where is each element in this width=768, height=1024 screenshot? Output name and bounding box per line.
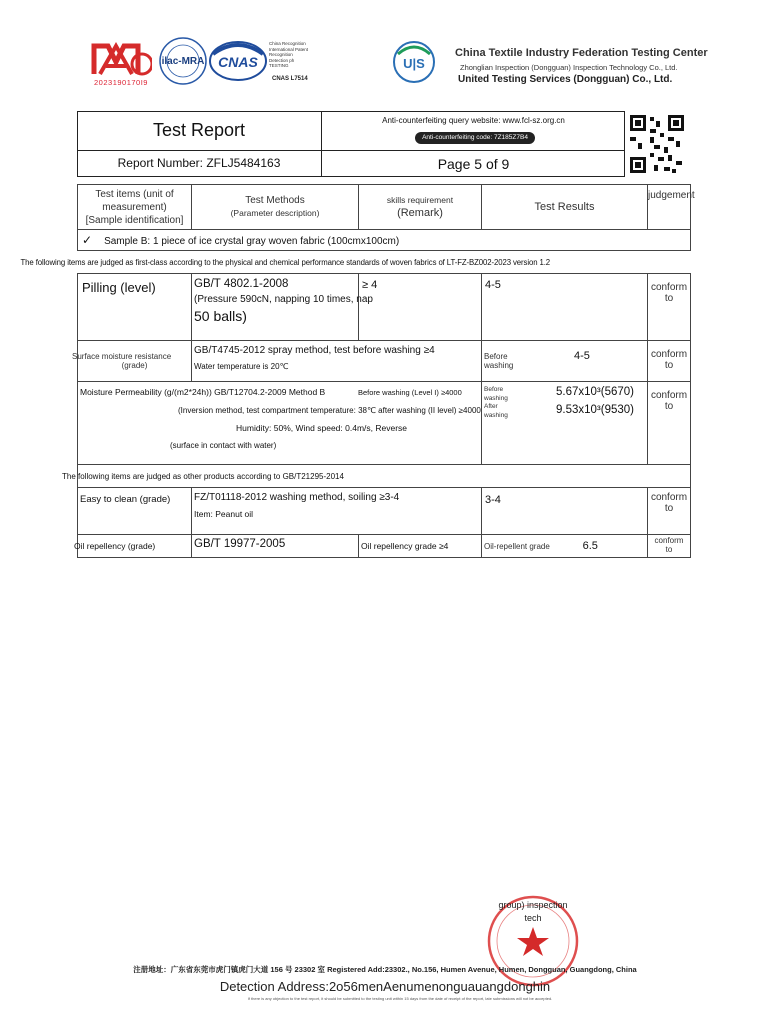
easy-clean-method-text: FZ/T01118-2012 washing method, soiling ≥3-4 (194, 492, 400, 503)
cnas-note (269, 41, 329, 69)
note-row (78, 251, 691, 274)
header-methods (192, 185, 359, 230)
moisture-washing-label: washing (484, 361, 514, 370)
cnas-logo-icon (209, 40, 267, 82)
permeability-item-text: Moisture Permeability (g/(m2*24h)) GB/T12704.2-2009 Method B (80, 387, 326, 397)
note-cell (62, 465, 691, 488)
cma-code: 2023190170I9 (94, 78, 148, 87)
sample-row (78, 230, 691, 251)
header-judgement: judgement (648, 185, 691, 230)
moisture-method (192, 341, 482, 382)
sample-description: Sample B: 1 piece of ice crystal gray woven fabric (100cmx100cm) (104, 236, 400, 247)
cnas-code: CNAS L7514 (272, 76, 308, 82)
cnas-label: CNAS (218, 54, 258, 70)
moisture-item-line2: (grade) (121, 361, 148, 370)
easy-clean-judgement-line1: conform (650, 492, 688, 503)
check-icon: ✓ (82, 233, 93, 247)
header-items-line2: [Sample identification] (85, 214, 184, 226)
page-number: Page 5 of 9 (437, 156, 510, 172)
pilling-method (192, 274, 373, 341)
moisture-result (482, 341, 648, 382)
registered-address: 注册地址：广东省东莞市虎门镇虎门大道 156 号 23302 室 Registered Add:23302., No.156, Humen Avenue, Humen, Dongguan, Guangdong, China (133, 965, 637, 974)
pilling-requirement: ≥ 4 (359, 274, 482, 341)
pilling-judgement: conform to (648, 274, 691, 341)
perm-before-label: Before (484, 386, 504, 393)
easy-clean-judgement (648, 488, 691, 535)
header-items-line1: Test items (unit of measurement) (95, 188, 174, 213)
oil-result-label: Oil-repellent grade (484, 542, 550, 551)
permeability-line2: (Inversion method, test compartment temperature: 38℃ after washing (II level) ≥4000 (178, 406, 481, 415)
cnas-note-line: China Recognition (269, 41, 306, 46)
perm-washing-label: washing (484, 411, 508, 419)
table-header-row (78, 185, 691, 230)
table-row (78, 488, 691, 535)
perm-after-label: After (484, 403, 498, 410)
header-requirement (359, 185, 482, 230)
oil-requirement: Oil repellency grade ≥4 (359, 535, 482, 558)
permeability-judgement: conform to (648, 382, 691, 465)
perm-washing-label: washing (484, 394, 508, 402)
cnas-note-line: Detection ph (269, 57, 295, 63)
ilac-mra-logo-icon (158, 36, 208, 86)
seal-text-line1: group) inspection (498, 900, 568, 910)
test-results-table (20, 184, 695, 558)
permeability-line4: (surface in contact with water) (170, 441, 277, 450)
oil-judgement (648, 535, 691, 558)
pilling-result: 4-5 (482, 274, 648, 341)
org-name-line2: Zhonglian Inspection (Dongguan) Inspection Technology Co., Ltd. (460, 63, 678, 72)
org-name-line1: China Textile Industry Federation Testing Center (455, 47, 708, 59)
easy-clean-item: Easy to clean (grade) (78, 488, 192, 535)
qr-code-icon (628, 113, 686, 175)
easy-clean-judgement-line2: to (664, 503, 674, 514)
header-results: Test Results (482, 185, 648, 230)
cnas-note-line: International Patent (269, 46, 309, 52)
note-row (78, 465, 691, 488)
header-req-line1: skills requirement (386, 195, 454, 205)
oil-result (482, 535, 648, 558)
anti-counterfeit-query: Anti-counterfeiting query website: www.fcl-sz.org.cn (382, 116, 565, 125)
report-number: Report Number: ZFLJ5484163 (117, 156, 281, 170)
pilling-method-line1: GB/T 4802.1-2008 (194, 278, 289, 290)
seal-text-line2: tech (524, 913, 542, 923)
uts-logo-icon (392, 40, 436, 92)
pilling-item: Pilling (level) (78, 274, 192, 341)
uts-label: U|S (403, 56, 425, 71)
pilling-method-line3: 50 balls) (194, 308, 247, 324)
header-items (78, 185, 192, 230)
anti-counterfeit-code: Anti-counterfeiting code: 7Z185Z7B4 (415, 132, 535, 144)
moisture-before-label: Before (484, 352, 508, 361)
seal-text (497, 899, 569, 925)
note-cell (20, 251, 691, 274)
detection-address: Detection Address:2o56menAenumenonguauangdonghin (219, 979, 551, 994)
moisture-item (72, 341, 192, 382)
pilling-method-line2: (Pressure 590cN, napping 10 times, nap (194, 294, 373, 305)
title-box-divider (77, 150, 625, 151)
oil-result-value: 6.5 (582, 540, 598, 552)
org-name-line3: United Testing Services (Dongguan) Co., Ltd. (458, 74, 673, 85)
note-other: The following items are judged as other products according to GB/T21295-2014 (62, 471, 344, 481)
header-req-line2: (Remark) (397, 207, 443, 219)
permeability-result1: 5.67x10³(5670) (556, 386, 634, 398)
permeability-result2: 9.53x10³(9530) (556, 404, 634, 416)
note-first-class: The following items are judged as first-class according to the physical and chemical performance standards of woven fabrics of LT-FZ-BZ002-2023 version 1.2 (20, 257, 551, 267)
oil-judgement-line1: conform (654, 536, 684, 545)
moisture-item-line1: Surface moisture resistance (72, 352, 172, 361)
moisture-judgement: conform to (648, 341, 691, 382)
oil-judgement-line2: to (665, 545, 673, 554)
cnas-note-line: Recognition (269, 52, 293, 57)
permeability-result (482, 382, 648, 465)
oil-item (74, 535, 192, 558)
moisture-water-temp: Water temperature is 20℃ (194, 362, 289, 371)
ilac-label: ilac-MRA (161, 56, 205, 67)
moisture-method-text: GB/T4745-2012 spray method, test before washing ≥4 (194, 345, 435, 356)
oil-method: GB/T 19977-2005 (192, 535, 359, 558)
header-methods-line2: (Parameter description) (230, 208, 320, 218)
permeability-item (78, 382, 482, 465)
table-row (78, 535, 691, 558)
table-row (78, 274, 691, 341)
cnas-note-line: TESTING (269, 63, 289, 68)
easy-clean-result: 3-4 (482, 488, 648, 535)
easy-clean-item-detail: Item: Peanut oil (194, 509, 254, 519)
sample-cell (78, 230, 691, 251)
table-row (78, 341, 691, 382)
table-row (78, 382, 691, 465)
oil-item-text: Oil repellency (grade) (74, 541, 156, 551)
report-title: Test Report (152, 120, 246, 140)
easy-clean-method (192, 488, 482, 535)
fine-print: If there is any objection to the test report, it should be submitted to the testing unit within 15 days from the date of receipt of the report, late submissions will not be accepted. (247, 996, 553, 1001)
permeability-req-before: Before washing (Level I) ≥4000 (358, 388, 462, 397)
header-methods-line1: Test Methods (245, 195, 305, 206)
permeability-line3: Humidity: 50%, Wind speed: 0.4m/s, Reverse (236, 423, 408, 433)
moisture-result-value: 4-5 (574, 350, 590, 362)
